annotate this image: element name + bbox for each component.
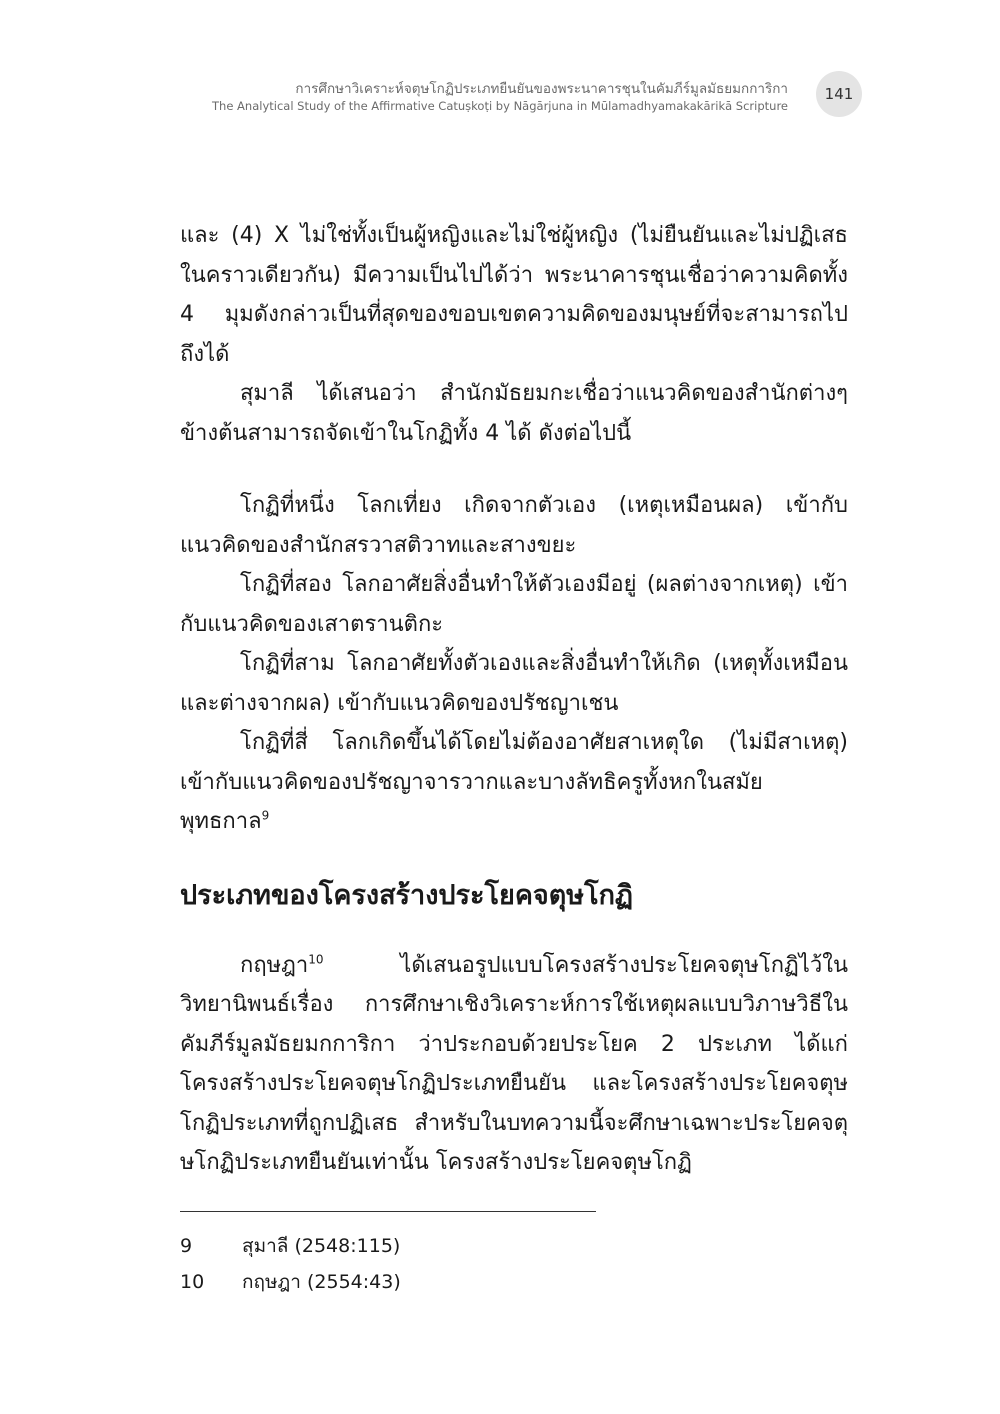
header-title-thai: การศึกษาวิเคราะห์จตุษโกฏิประเภทยืนยันของพระนาคารชุนในคัมภีร์มูลมัธยมกการิกา [295, 81, 788, 97]
footnote-number: 10 [180, 1271, 205, 1293]
paragraph-kritsada-rest: ได้เสนอรูปแบบโครงสร้างประโยคจตุษโกฏิไว้ในวิทยานิพนธ์เรื่อง การศึกษาเชิงวิเคราะห์การใช้เหตุผลแบบวิภาษวิธีในคัมภีร์มูลมัธยมกการิกา ว่าประกอบด้วยประโยค 2 ประเภท ได้แก่ โครงสร้างประโยคจตุษโกฏิประเภทยืนยัน และโครงสร้างประโยคจตุษโกฏิประเภทที่ถูกปฏิเสธ สำหรับในบทความนี้จะศึกษาเฉพาะประโยคจตุษโกฏิประเภทยืนยันเท่านั้น โครงสร้างประโยคจตุษโกฏิ [180, 952, 848, 1175]
footnote-ref-10[interactable]: 10 [308, 952, 324, 967]
footnote-number: 9 [180, 1235, 193, 1257]
footnotes [180, 1228, 780, 1300]
footnote-item [180, 1228, 780, 1264]
paragraph-continued: และ (4) X ไม่ใช่ทั้งเป็นผู้หญิงและไม่ใช่ผู้หญิง (ไม่ยืนยันและไม่ปฏิเสธในคราวเดียวกัน) มีความเป็นไปได้ว่า พระนาคารชุนเชื่อว่าความคิดทั้ง 4 มุมดังกล่าวเป็นที่สุดของขอบเขตความคิดของมนุษย์ที่จะสามารถไปถึงได้ [180, 223, 848, 367]
paragraph-sumalee: สุมาลี ได้เสนอว่า สำนักมัธยมกะเชื่อว่าแนวคิดของสำนักต่างๆ ข้างต้นสามารถจัดเข้าในโกฏิทั้ง 4 ได้ ดังต่อไปนี้ [180, 381, 848, 446]
koti-fourth [180, 723, 848, 842]
page-number: 141 [816, 71, 862, 117]
koti-fourth-text: โกฏิที่สี่ โลกเกิดขึ้นได้โดยไม่ต้องอาศัยสาเหตุใด (ไม่มีสาเหตุ) เข้ากับแนวคิดของปรัชญาจารวากและบางลัทธิครูทั้งหกในสมัยพุทธกาล [180, 730, 848, 834]
footnote-text: สุมาลี (2548:115) [242, 1235, 401, 1257]
footnote-item [180, 1264, 780, 1300]
running-header [148, 80, 788, 114]
paragraph-kritsada-start: กฤษฎา [240, 952, 309, 978]
section-heading: ประเภทของโครงสร้างประโยคจตุษโกฏิ [180, 879, 634, 911]
paragraph-gap [180, 453, 848, 486]
header-title-english: The Analytical Study of the Affirmative Catuṣkoṭi by Nāgārjuna in Mūlamadhyamakakārikā Scripture [212, 99, 788, 113]
body-text [180, 216, 848, 1183]
koti-second: โกฏิที่สอง โลกอาศัยสิ่งอื่นทำให้ตัวเองมีอยู่ (ผลต่างจากเหตุ) เข้ากับแนวคิดของเสาตรานติกะ [180, 572, 848, 637]
koti-first: โกฏิที่หนึ่ง โลกเที่ยง เกิดจากตัวเอง (เหตุเหมือนผล) เข้ากับแนวคิดของสำนักสรวาสติวาทและสางขยะ [180, 493, 848, 558]
paragraph-kritsada [180, 946, 848, 1183]
footnote-text: กฤษฎา (2554:43) [242, 1271, 401, 1293]
koti-third: โกฏิที่สาม โลกอาศัยทั้งตัวเองและสิ่งอื่นทำให้เกิด (เหตุทั้งเหมือนและต่างจากผล) เข้ากับแนวคิดของปรัชญาเชน [180, 651, 848, 716]
footnote-divider [180, 1211, 596, 1212]
footnote-ref-9[interactable]: 9 [261, 808, 270, 823]
